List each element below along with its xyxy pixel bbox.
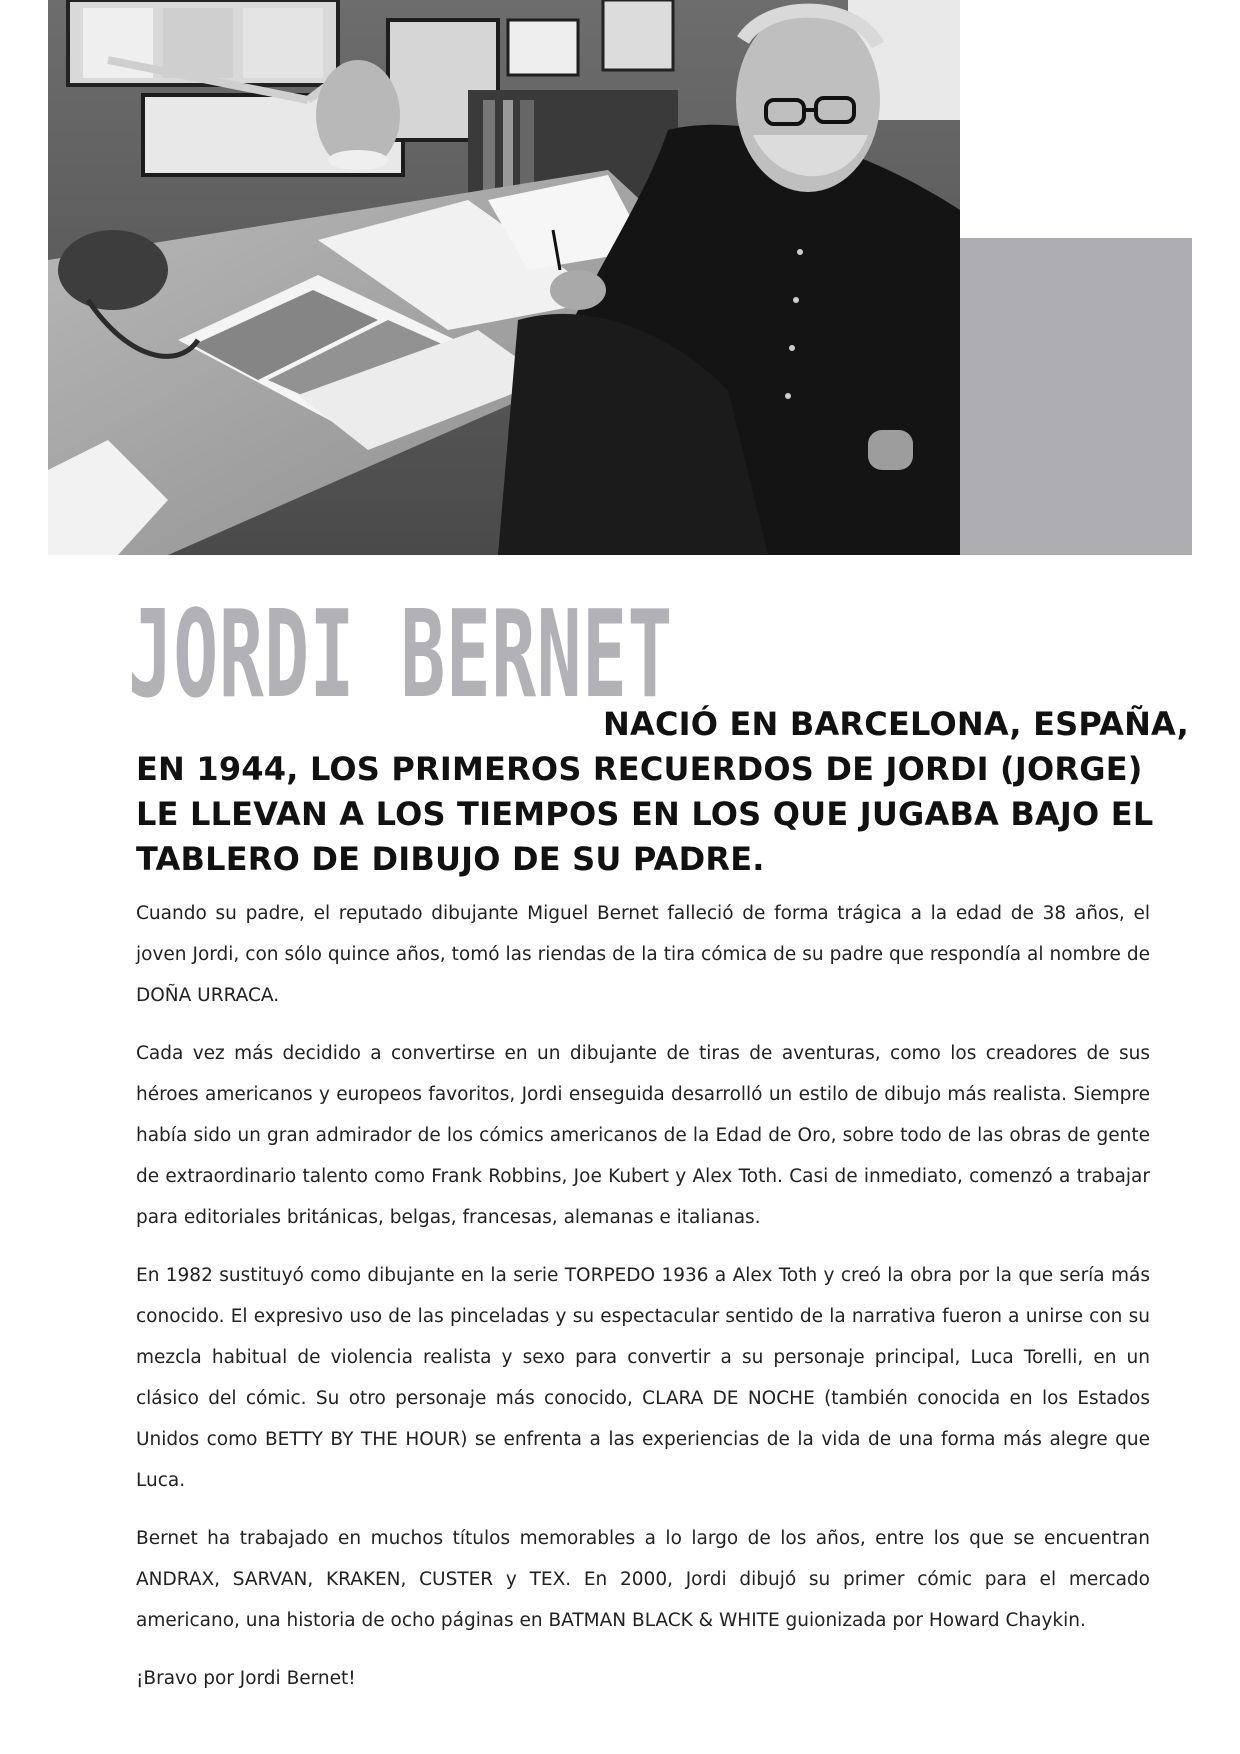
artist-photo-illustration [48, 0, 960, 555]
lead-line: NACIÓ EN BARCELONA, ESPAÑA, [603, 705, 1189, 743]
lead-headline [136, 702, 1189, 882]
lead-line: TABLERO DE DIBUJO DE SU PADRE. [136, 840, 765, 878]
paragraph: Cada vez más decidido a convertirse en un dibujante de tiras de aventuras, como los creadores de sus héroes americanos y europeos favoritos, Jordi enseguida desarrolló un estilo de dibujo más realista. Siempre había sido un gran admirador de los cómics americanos de la Edad de Oro, sobre todo de las obras de gente de extraordinario talento como Frank Robbins, Joe Kubert y Alex Toth. Casi de inmediato, comenzó a trabajar para editoriales británicas, belgas, francesas, alemanas e italianas. [136, 1043, 1150, 1228]
closing-line: ¡Bravo por Jordi Bernet! [136, 1668, 356, 1689]
paragraph: Cuando su padre, el reputado dibujante Miguel Bernet falleció de forma trágica a la edad de 38 años, el joven Jordi, con sólo quince años, tomó las riendas de la tira cómica de su padre que respondía al nombre de DOÑA URRACA. [136, 903, 1150, 1006]
biography-body [136, 893, 1150, 1716]
lead-line: LE LLEVAN A LOS TIEMPOS EN LOS QUE JUGABA BAJO EL [136, 795, 1154, 833]
paragraph: En 1982 sustituyó como dibujante en la serie TORPEDO 1936 a Alex Toth y creó la obra por la que sería más conocido. El expresivo uso de las pinceladas y su espectacular sentido de la narrativa fueron a unirse con su mezcla habitual de violencia realista y sexo para convertir a su personaje principal, Luca Torelli, en un clásico del cómic. Su otro personaje más conocido, CLARA DE NOCHE (también conocida en los Estados Unidos como BETTY BY THE HOUR) se enfrenta a las experiencias de la vida de una forma más alegre que Luca. [136, 1265, 1150, 1491]
paragraph: Bernet ha trabajado en muchos títulos memorables a lo largo de los años, entre los que se encuentran ANDRAX, SARVAN, KRAKEN, CUSTER y TEX. En 2000, Jordi dibujó su primer cómic para el mercado americano, una historia de ocho páginas en BATMAN BLACK & WHITE guionizada por Howard Chaykin. [136, 1528, 1150, 1631]
artist-photo [48, 0, 960, 555]
lead-line: EN 1944, LOS PRIMEROS RECUERDOS DE JORDI (JORGE) [136, 750, 1143, 788]
artist-name-title: JORDI BERNET [128, 586, 673, 725]
decorative-gray-block [960, 238, 1192, 555]
